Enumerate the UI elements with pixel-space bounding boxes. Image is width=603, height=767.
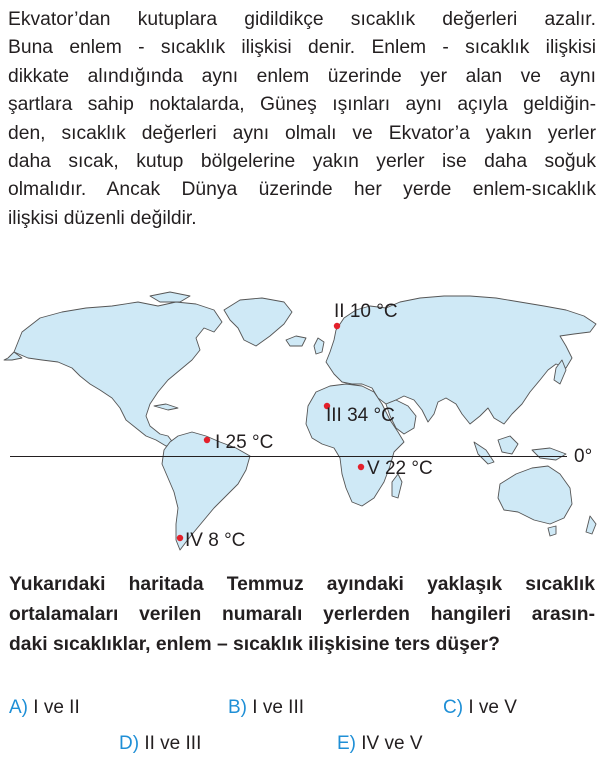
- paragraph-line: şartlara sahip noktalarda, Güneş ışınları aynı açıyla geldiğin-: [8, 94, 596, 116]
- paragraph-line: Buna enlem - sıcaklık ilişkisi denir. Enlem - sıcaklık ilişkisi: [8, 37, 596, 59]
- location-dot: [334, 323, 340, 329]
- option-letter: C): [443, 697, 464, 718]
- point-v: [358, 458, 433, 479]
- option-b[interactable]: [228, 696, 304, 720]
- greenland: [224, 298, 292, 346]
- option-text: IV ve V: [361, 733, 423, 754]
- option-text: II ve III: [144, 733, 202, 754]
- question-line: Yukarıdaki haritada Temmuz ayındaki yaklaşık sıcaklık: [9, 574, 595, 595]
- option-d[interactable]: [119, 732, 201, 756]
- point-i: [204, 432, 273, 453]
- point-iii-label: III 34 °C: [326, 405, 395, 426]
- location-dot: [177, 535, 183, 541]
- point-i-label: I 25 °C: [215, 432, 274, 453]
- option-letter: D): [119, 733, 140, 754]
- continents: [4, 292, 596, 550]
- borneo: [498, 436, 518, 454]
- iceland: [286, 336, 306, 346]
- option-text: I ve II: [33, 697, 80, 718]
- paragraph-line: olmalıdır. Ancak Dünya üzerinde her yerde enlem-sıcaklık: [8, 179, 596, 201]
- location-dot: [358, 464, 364, 470]
- location-dot: [204, 437, 210, 443]
- australia: [498, 466, 572, 524]
- paragraph-line: Ekvator’dan kutuplara gidildikçe sıcaklık değerleri azalır.: [8, 9, 596, 30]
- new-guinea: [532, 448, 566, 460]
- question-line: daki sıcaklıklar, enlem – sıcaklık ilişkisine ters düşer?: [9, 634, 500, 655]
- option-text: I ve III: [252, 697, 305, 718]
- option-a[interactable]: [9, 696, 80, 720]
- paragraph-line: ilişkisi düzenli değildir.: [8, 207, 197, 229]
- tasmania: [548, 526, 556, 536]
- cuba: [154, 404, 178, 410]
- intro-paragraph: [8, 6, 596, 233]
- paragraph-line: den, sıcaklık değerleri aynı olmalı ve Ekvator’a yakın yerler: [8, 122, 596, 144]
- arctic-islands: [150, 292, 190, 302]
- paragraph-line: dikkate alındığında aynı enlem üzerinde yer alan ve aynı: [8, 65, 596, 87]
- uk-isles: [314, 338, 324, 354]
- point-iii: [324, 403, 395, 426]
- option-letter: A): [9, 697, 28, 718]
- world-map: [0, 288, 603, 560]
- new-zealand: [586, 516, 596, 534]
- option-letter: B): [228, 697, 247, 718]
- point-v-label: V 22 °C: [367, 458, 433, 479]
- point-iv-label: IV 8 °C: [185, 530, 246, 551]
- option-c[interactable]: [443, 696, 517, 720]
- north-america: [14, 302, 222, 446]
- point-ii-label: II 10 °C: [334, 301, 398, 322]
- sumatra: [474, 442, 494, 464]
- option-text: I ve V: [468, 697, 517, 718]
- question-stem: [9, 570, 595, 660]
- option-e[interactable]: [337, 732, 423, 756]
- paragraph-line: daha sıcak, kutup bölgelerine yakın yerler ise daha soğuk: [8, 151, 596, 173]
- equator-label: 0°: [574, 446, 593, 467]
- point-iv: [177, 530, 246, 551]
- question-line: ortalamaları verilen numaralı yerlerden hangileri arasın-: [9, 604, 595, 625]
- option-letter: E): [337, 733, 356, 754]
